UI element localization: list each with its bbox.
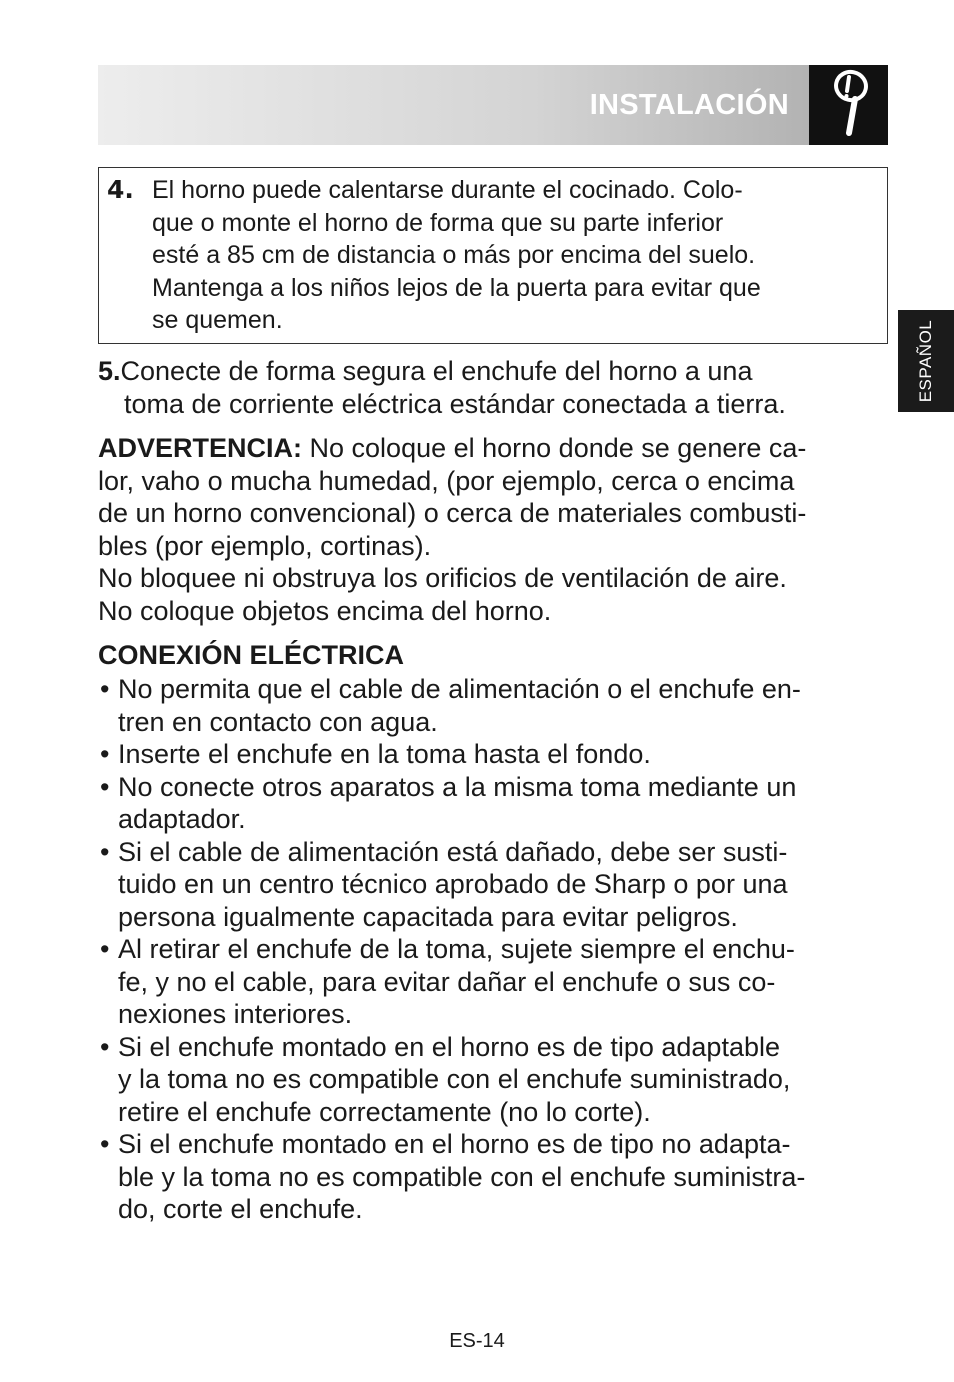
- item-4-line: se quemen.: [152, 306, 283, 334]
- header-title: INSTALACIÓN: [589, 89, 789, 121]
- warning-paragraph: [98, 432, 888, 627]
- bullet-list: [98, 673, 888, 1226]
- item-5: [98, 355, 888, 420]
- item-4-box: [98, 167, 888, 344]
- bullet-line: adaptador.: [118, 804, 246, 834]
- language-tab-label: ESPAÑOL: [916, 319, 935, 403]
- bullet-line: Inserte el enchufe en la toma hasta el fondo.: [118, 739, 651, 769]
- bullet-line: No conecte otros aparatos a la misma toma mediante un: [118, 771, 797, 802]
- bullet-line: retire el enchufe correctamente (no lo corte).: [118, 1096, 651, 1127]
- warning-line: de un horno convencional) o cerca de materiales combusti-: [98, 498, 807, 528]
- language-tab: [898, 310, 954, 412]
- bullet-line: tuido en un centro técnico aprobado de Sharp o por una: [118, 869, 788, 899]
- exclamation-pen-icon: [831, 69, 871, 141]
- page-header: [98, 65, 888, 145]
- bullet-item: [98, 738, 888, 771]
- warning-line: No coloque el horno donde se genere ca-: [302, 433, 807, 463]
- warning-line: lor, vaho o mucha humedad, (por ejemplo, cerca o encima: [98, 465, 795, 496]
- bullet-item: [98, 1031, 888, 1129]
- bullet-item: [98, 673, 888, 738]
- bullet-dot: •: [100, 934, 110, 964]
- bullet-line: persona igualmente capacitada para evitar peligros.: [118, 901, 738, 932]
- warning-label: ADVERTENCIA:: [98, 433, 303, 463]
- bullet-line: do, corte el enchufe.: [118, 1194, 363, 1224]
- item-5-number: 5.: [98, 356, 121, 386]
- bullet-item: [98, 1128, 888, 1226]
- bullet-item: [98, 836, 888, 934]
- item-5-line: Conecte de forma segura el enchufe del horno a una: [120, 356, 753, 386]
- warning-line: No bloquee ni obstruya los orificios de ventilación de aire.: [98, 563, 787, 593]
- bullet-dot: •: [100, 1129, 110, 1159]
- bullet-line: Si el enchufe montado en el horno es de tipo no adapta-: [118, 1129, 791, 1159]
- bullet-line: Si el enchufe montado en el horno es de tipo adaptable: [118, 1031, 780, 1062]
- warning-line: No coloque objetos encima del horno.: [98, 595, 552, 626]
- header-icon-box: [809, 65, 888, 145]
- bullet-dot: •: [100, 836, 110, 867]
- bullet-line: nexiones interiores.: [118, 999, 353, 1029]
- bullet-line: ble y la toma no es compatible con el enchufe suministra-: [118, 1161, 806, 1192]
- bullet-line: No permita que el cable de alimentación o el enchufe en-: [118, 674, 801, 704]
- item-4-line: esté a 85 cm de distancia o más por encima del suelo.: [152, 241, 756, 269]
- bullet-line: Al retirar el enchufe de la toma, sujete siempre el enchu-: [118, 934, 795, 964]
- bullet-line: Si el cable de alimentación está dañado, debe ser susti-: [118, 836, 788, 867]
- bullet-dot: •: [100, 674, 110, 704]
- item-4-line: El horno puede calentarse durante el cocinado. Colo-: [152, 176, 743, 204]
- bullet-item: [98, 771, 888, 836]
- warning-line: bles (por ejemplo, cortinas).: [98, 530, 432, 561]
- item-4-number: 4.: [107, 175, 134, 204]
- item-4-line: Mantenga a los niños lejos de la puerta para evitar que: [152, 273, 761, 302]
- item-5-line: toma de corriente eléctrica estándar conectada a tierra.: [124, 388, 786, 419]
- page-number: ES-14: [449, 1330, 505, 1352]
- bullet-line: fe, y no el cable, para evitar dañar el enchufe o sus co-: [118, 966, 776, 997]
- item-4-line: que o monte el horno de forma que su parte inferior: [152, 208, 724, 237]
- bullet-line: y la toma no es compatible con el enchufe suministrado,: [118, 1064, 791, 1094]
- item-4-text: [152, 174, 880, 337]
- bullet-dot: •: [100, 739, 110, 769]
- bullet-dot: •: [100, 1031, 110, 1062]
- section-title: CONEXIÓN ELÉCTRICA: [98, 640, 405, 670]
- bullet-line: tren en contacto con agua.: [118, 706, 438, 737]
- bullet-item: [98, 933, 888, 1031]
- bullet-dot: •: [100, 771, 110, 802]
